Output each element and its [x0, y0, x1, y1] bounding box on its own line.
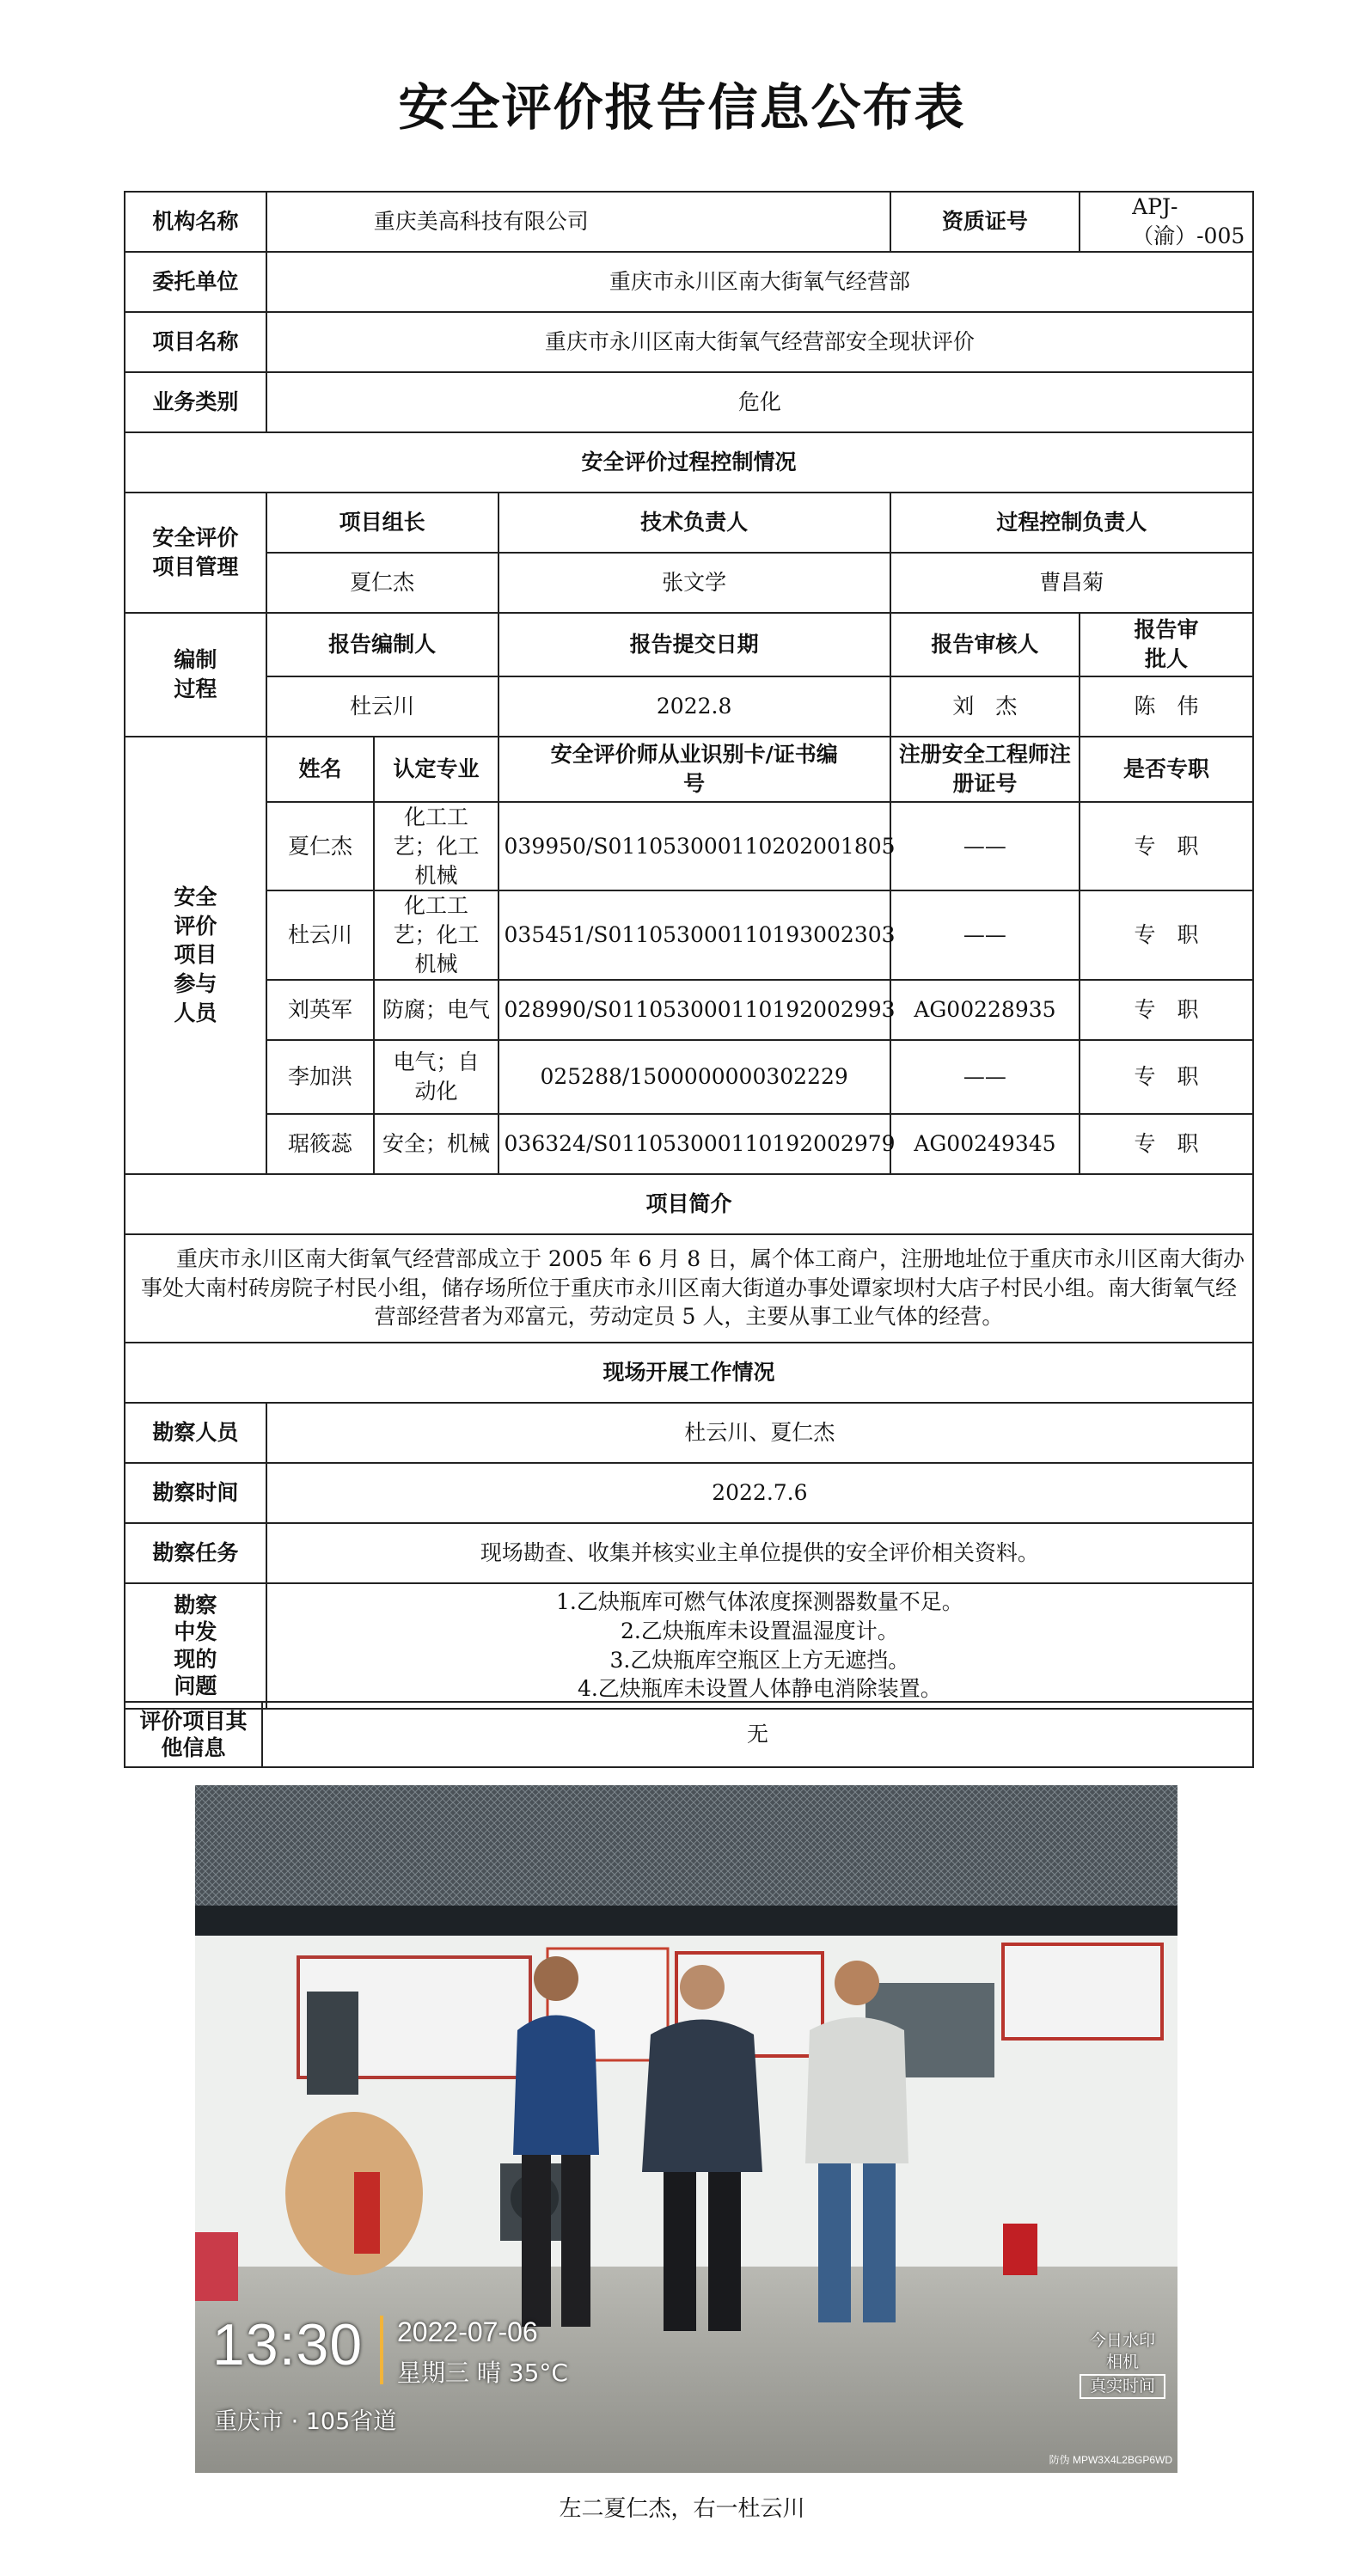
watermark-line-3: 真实时间 — [1080, 2374, 1165, 2399]
site-task-label: 勘察任务 — [125, 1523, 266, 1583]
site-issues-label: 勘察中发现的问题 — [125, 1583, 266, 1709]
management-leader: 夏仁杰 — [266, 553, 499, 613]
compile-author: 杜云川 — [266, 676, 499, 737]
site-task: 现场勘查、收集并核实业主单位提供的安全评价相关资料。 — [266, 1523, 1253, 1583]
member-name: 李加洪 — [266, 1040, 375, 1114]
member-reg: AG00249345 — [890, 1114, 1080, 1174]
site-staff: 杜云川、夏仁杰 — [266, 1403, 1253, 1463]
management-header-tech: 技术负责人 — [499, 493, 890, 553]
client-label: 委托单位 — [125, 252, 266, 312]
members-header-cert: 安全评价师从业识别卡/证书编号 — [499, 737, 890, 802]
member-fulltime: 专 职 — [1080, 980, 1253, 1040]
compile-date: 2022.8 — [499, 676, 890, 737]
members-header-fulltime: 是否专职 — [1080, 737, 1253, 802]
issue-item: 3.乙炔瓶库空瓶区上方无遮挡。 — [609, 1647, 910, 1673]
other-info-table — [124, 1701, 1254, 1768]
site-photo — [195, 1785, 1177, 2473]
cert-label: 资质证号 — [890, 192, 1080, 252]
site-time: 2022.7.6 — [266, 1463, 1253, 1523]
project-value: 重庆市永川区南大街氧气经营部安全现状评价 — [266, 312, 1253, 372]
compile-header-approver: 报告审批人 — [1080, 613, 1253, 676]
site-header: 现场开展工作情况 — [125, 1343, 1253, 1403]
project-label: 项目名称 — [125, 312, 266, 372]
members-header-reg: 注册安全工程师注册证号 — [890, 737, 1080, 802]
members-header-major: 认定专业 — [374, 737, 498, 802]
intro-header: 项目简介 — [125, 1174, 1253, 1234]
member-reg: AG00228935 — [890, 980, 1080, 1040]
business-label: 业务类别 — [125, 372, 266, 432]
page-title: 安全评价报告信息公布表 — [398, 78, 966, 137]
member-name: 琚筱蕊 — [266, 1114, 375, 1174]
site-time-label: 勘察时间 — [125, 1463, 266, 1523]
management-tech: 张文学 — [499, 553, 890, 613]
members-label: 安全评价项目参与人员 — [125, 737, 266, 1174]
member-name: 杜云川 — [266, 890, 375, 979]
intro-text: 重庆市永川区南大街氧气经营部成立于 2005 年 6 月 8 日，属个体工商户，注册地址位于重庆市永川区南大街办事处大南村砖房院子村民小组，储存场所位于重庆市永川区南大街道办事处谭家坝村大店子村民小组。南大街氧气经营部经营者为邓富元，劳动定员 5 人，主要从事工业气体的经营。 — [125, 1234, 1253, 1343]
client-value: 重庆市永川区南大街氧气经营部 — [266, 252, 1253, 312]
watermark-logo — [1080, 2330, 1165, 2399]
photo-code: 防伪 MPW3X4L2BGP6WD — [1049, 2454, 1172, 2466]
compile-header-date: 报告提交日期 — [499, 613, 890, 676]
other-info-value: 无 — [262, 1702, 1253, 1767]
photo-caption: 左二夏仁杰，右一杜云川 — [559, 2496, 805, 2522]
photo-time: 13:30 — [212, 2312, 364, 2377]
member-fulltime: 专 职 — [1080, 1114, 1253, 1174]
management-label: 安全评价项目管理 — [125, 493, 266, 613]
management-process: 曹昌菊 — [890, 553, 1253, 613]
site-issues-list — [266, 1583, 1253, 1709]
other-info-label: 评价项目其他信息 — [125, 1702, 262, 1767]
management-header-leader: 项目组长 — [266, 493, 499, 553]
member-cert: 025288/1500000000302229 — [499, 1040, 890, 1114]
compile-label: 编制过程 — [125, 613, 266, 737]
member-major: 化工工艺；化工机械 — [374, 802, 498, 890]
management-header-process: 过程控制负责人 — [890, 493, 1253, 553]
photo-weather: 星期三 晴 35°C — [397, 2359, 568, 2387]
photo-location: 重庆市 · 105省道 — [214, 2408, 397, 2435]
issue-item: 1.乙炔瓶库可燃气体浓度探测器数量不足。 — [555, 1589, 963, 1614]
watermark-line-2: 相机 — [1105, 2352, 1139, 2371]
org-name: 重庆美高科技有限公司 — [266, 192, 890, 252]
cert-number: APJ-（渝）-005 — [1080, 192, 1253, 252]
business-value: 危化 — [266, 372, 1253, 432]
member-cert: 028990/S011053000110192002993 — [499, 980, 890, 1040]
member-fulltime: 专 职 — [1080, 890, 1253, 979]
compile-reviewer: 刘 杰 — [890, 676, 1080, 737]
issue-item: 4.乙炔瓶库未设置人体静电消除装置。 — [577, 1676, 942, 1702]
process-header: 安全评价过程控制情况 — [125, 432, 1253, 493]
member-major: 防腐；电气 — [374, 980, 498, 1040]
member-fulltime: 专 职 — [1080, 1040, 1253, 1114]
member-name: 刘英军 — [266, 980, 375, 1040]
members-header-name: 姓名 — [266, 737, 375, 802]
member-reg: —— — [890, 802, 1080, 890]
member-major: 安全；机械 — [374, 1114, 498, 1174]
compile-approver: 陈 伟 — [1080, 676, 1253, 737]
member-cert: 039950/S011053000110202001805 — [499, 802, 890, 890]
member-name: 夏仁杰 — [266, 802, 375, 890]
photo-date: 2022-07-06 — [397, 2316, 538, 2347]
issue-item: 2.乙炔瓶库未设置温湿度计。 — [620, 1618, 899, 1643]
org-name-label: 机构名称 — [125, 192, 266, 252]
watermark-line-1: 今日水印 — [1089, 2331, 1155, 2350]
compile-header-author: 报告编制人 — [266, 613, 499, 676]
member-cert: 036324/S011053000110192002979 — [499, 1114, 890, 1174]
site-staff-label: 勘察人员 — [125, 1403, 266, 1463]
member-major: 电气；自动化 — [374, 1040, 498, 1114]
member-major: 化工工艺；化工机械 — [374, 890, 498, 979]
report-info-table — [124, 191, 1254, 1710]
compile-header-reviewer: 报告审核人 — [890, 613, 1080, 676]
member-reg: —— — [890, 890, 1080, 979]
member-reg: —— — [890, 1040, 1080, 1114]
member-fulltime: 专 职 — [1080, 802, 1253, 890]
member-cert: 035451/S011053000110193002303 — [499, 890, 890, 979]
